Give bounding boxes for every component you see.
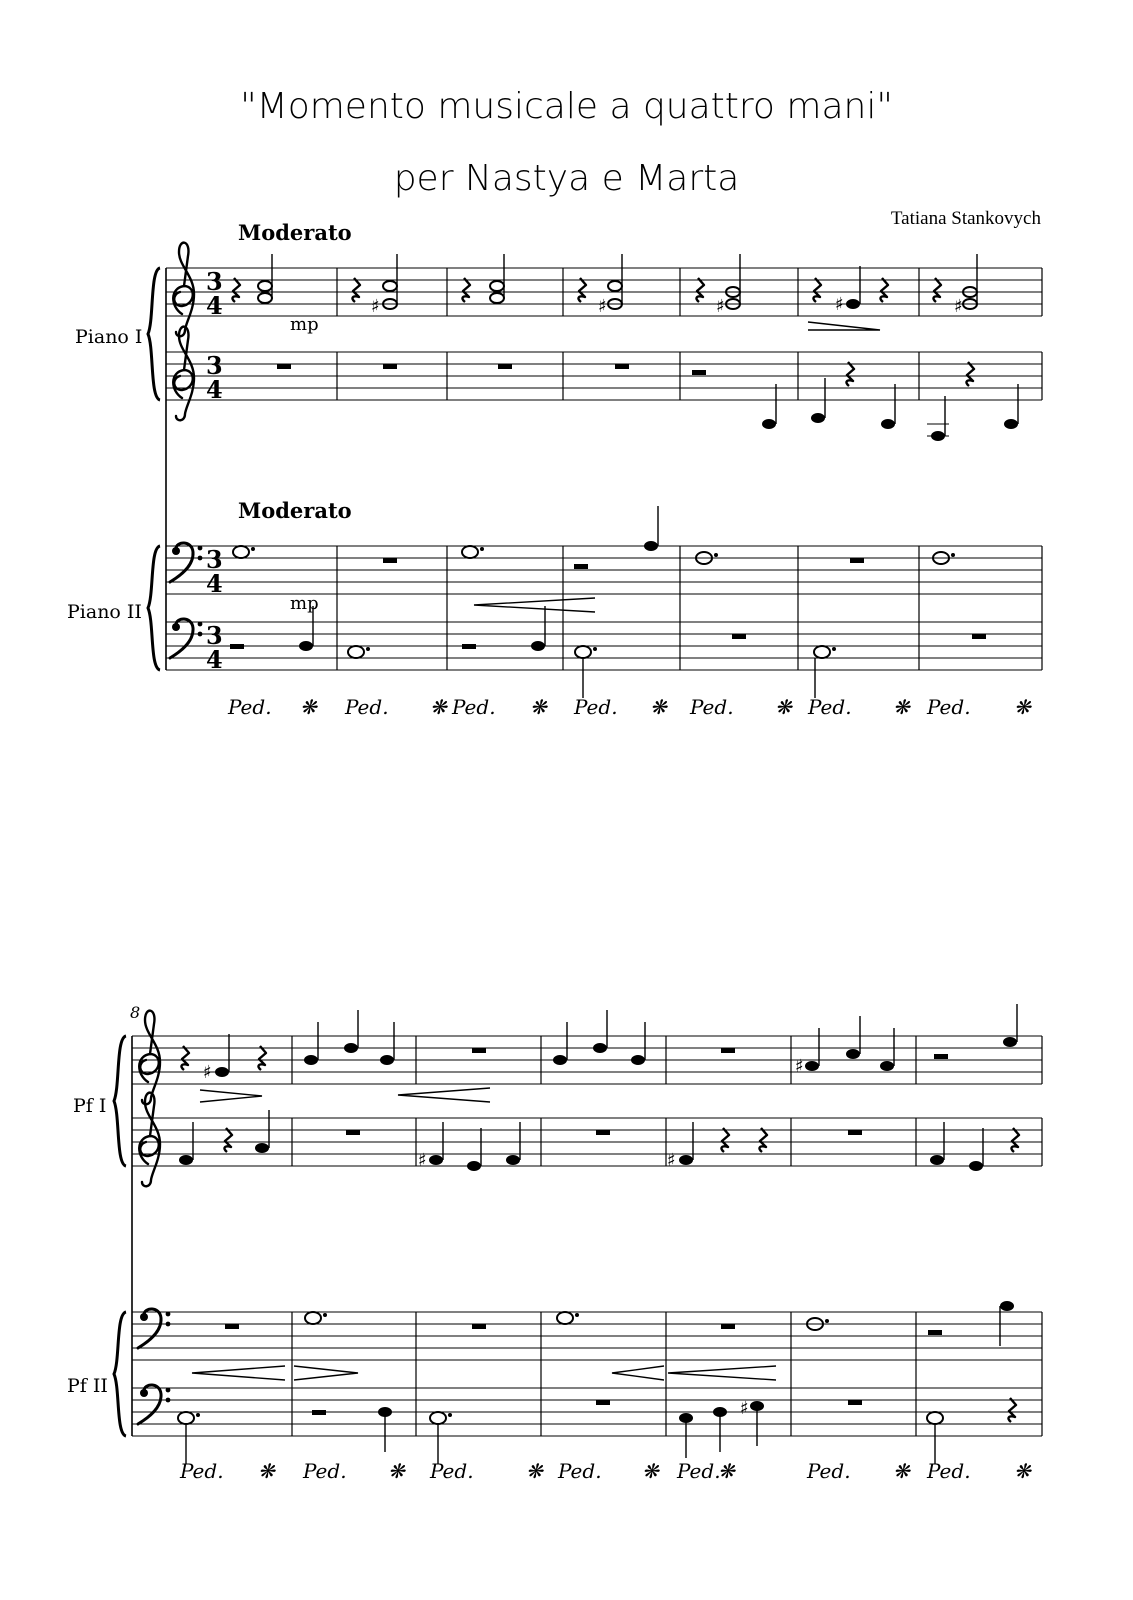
brace-piano-1 xyxy=(148,268,160,400)
pedal-markings-1 xyxy=(227,695,1032,719)
brace-pf-2 xyxy=(114,1312,126,1436)
barlines-system-1 xyxy=(337,268,1042,670)
measure-number: 8 xyxy=(130,1003,141,1022)
brace-piano-2 xyxy=(148,546,160,670)
svg-text:♯: ♯ xyxy=(835,294,844,315)
svg-text:♯: ♯ xyxy=(716,296,725,317)
staff-piano2-lower xyxy=(166,622,1042,670)
pedal-release-icon: ❋ xyxy=(388,1459,405,1483)
pedal-release-icon: ❋ xyxy=(893,1459,910,1483)
time-signatures xyxy=(206,267,223,674)
tempo-marking-bottom: Moderato xyxy=(238,498,352,523)
svg-text:♯: ♯ xyxy=(667,1150,676,1171)
staff-pf2-lower xyxy=(132,1388,1042,1436)
pedal-down: Ped. xyxy=(927,1459,971,1483)
pedal-release-icon: ❋ xyxy=(893,695,910,719)
time-sig-den: 4 xyxy=(206,375,223,404)
svg-text:♯: ♯ xyxy=(203,1062,212,1083)
time-sig-den: 4 xyxy=(206,645,223,674)
staff-label-piano-2: Piano II xyxy=(67,601,142,623)
svg-text:♯: ♯ xyxy=(795,1056,804,1077)
pedal-release-icon: ❋ xyxy=(642,1459,659,1483)
svg-text:♯: ♯ xyxy=(371,296,380,317)
title-line-2: per Nastya e Marta xyxy=(393,158,740,199)
pedal-release-icon: ❋ xyxy=(258,1459,275,1483)
pedal-down: Ped. xyxy=(303,1459,347,1483)
time-sig-den: 4 xyxy=(206,569,223,598)
staff-piano2-upper xyxy=(166,546,1042,594)
time-sig-num: 3 xyxy=(206,267,223,296)
pedal-release-icon: ❋ xyxy=(526,1459,543,1483)
title-line-1: "Momento musicale a quattro mani" xyxy=(240,86,893,127)
pedal-release-icon: ❋ xyxy=(650,695,667,719)
pedal-down: Ped. xyxy=(690,695,734,719)
svg-text:♯: ♯ xyxy=(598,296,607,317)
time-sig-num: 3 xyxy=(206,545,223,574)
dynamic-mp-top: mp xyxy=(290,314,319,335)
pedal-release-icon: ❋ xyxy=(430,695,447,719)
pedal-release-icon: ❋ xyxy=(1014,695,1031,719)
pf1-upper-notes xyxy=(181,1004,1017,1102)
staff-label-pf-1: Pf I xyxy=(73,1095,107,1117)
piano1-second-notes xyxy=(277,362,1018,441)
pedal-release-icon: ❋ xyxy=(300,695,317,719)
pedal-down: Ped. xyxy=(807,1459,851,1483)
pedal-down: Ped. xyxy=(345,695,389,719)
pedal-release-icon: ❋ xyxy=(718,1459,735,1483)
treble-clef-icon xyxy=(173,327,194,421)
treble-clef-icon xyxy=(139,1011,160,1105)
bass-clef-icon xyxy=(170,619,202,658)
tempo-marking-top: Moderato xyxy=(238,220,352,245)
pedal-down: Ped. xyxy=(677,1459,721,1483)
pedal-down: Ped. xyxy=(452,695,496,719)
svg-text:♯: ♯ xyxy=(740,1398,749,1419)
pedal-release-icon: ❋ xyxy=(775,695,792,719)
treble-clef-icon xyxy=(139,1093,160,1187)
pf2-upper-notes xyxy=(192,1301,1014,1380)
bass-clef-icon xyxy=(138,1309,170,1348)
composer: Tatiana Stankovych xyxy=(890,208,1041,229)
staff-pf2-upper xyxy=(132,1312,1042,1360)
staff-piano1-second xyxy=(166,352,1042,400)
pedal-release-icon: ❋ xyxy=(530,695,547,719)
treble-clef-icon xyxy=(173,243,194,337)
pedal-down: Ped. xyxy=(808,695,852,719)
bass-clef-icon xyxy=(138,1385,170,1424)
pedal-markings-2 xyxy=(179,1459,1032,1483)
time-sig-num: 3 xyxy=(206,351,223,380)
pedal-down: Ped. xyxy=(430,1459,474,1483)
brace-pf-1 xyxy=(114,1036,126,1166)
bass-clef-icon xyxy=(170,543,202,582)
dynamic-mp-bottom: mp xyxy=(290,593,319,614)
piano2-lower-notes xyxy=(230,606,986,698)
svg-text:♯: ♯ xyxy=(954,296,963,317)
staff-pf1-upper xyxy=(132,1036,1042,1084)
staff-label-pf-2: Pf II xyxy=(67,1375,108,1397)
pedal-down: Ped. xyxy=(228,695,272,719)
staff-label-piano-1: Piano I xyxy=(75,326,143,348)
pedal-down: Ped. xyxy=(927,695,971,719)
pf2-lower-notes xyxy=(178,1398,1016,1464)
pedal-down: Ped. xyxy=(180,1459,224,1483)
time-sig-num: 3 xyxy=(206,621,223,650)
pf1-lower-notes xyxy=(179,1110,1019,1171)
svg-text:♯: ♯ xyxy=(418,1150,427,1171)
pedal-release-icon: ❋ xyxy=(1014,1459,1031,1483)
pedal-down: Ped. xyxy=(574,695,618,719)
pedal-down: Ped. xyxy=(558,1459,602,1483)
time-sig-den: 4 xyxy=(206,291,223,320)
